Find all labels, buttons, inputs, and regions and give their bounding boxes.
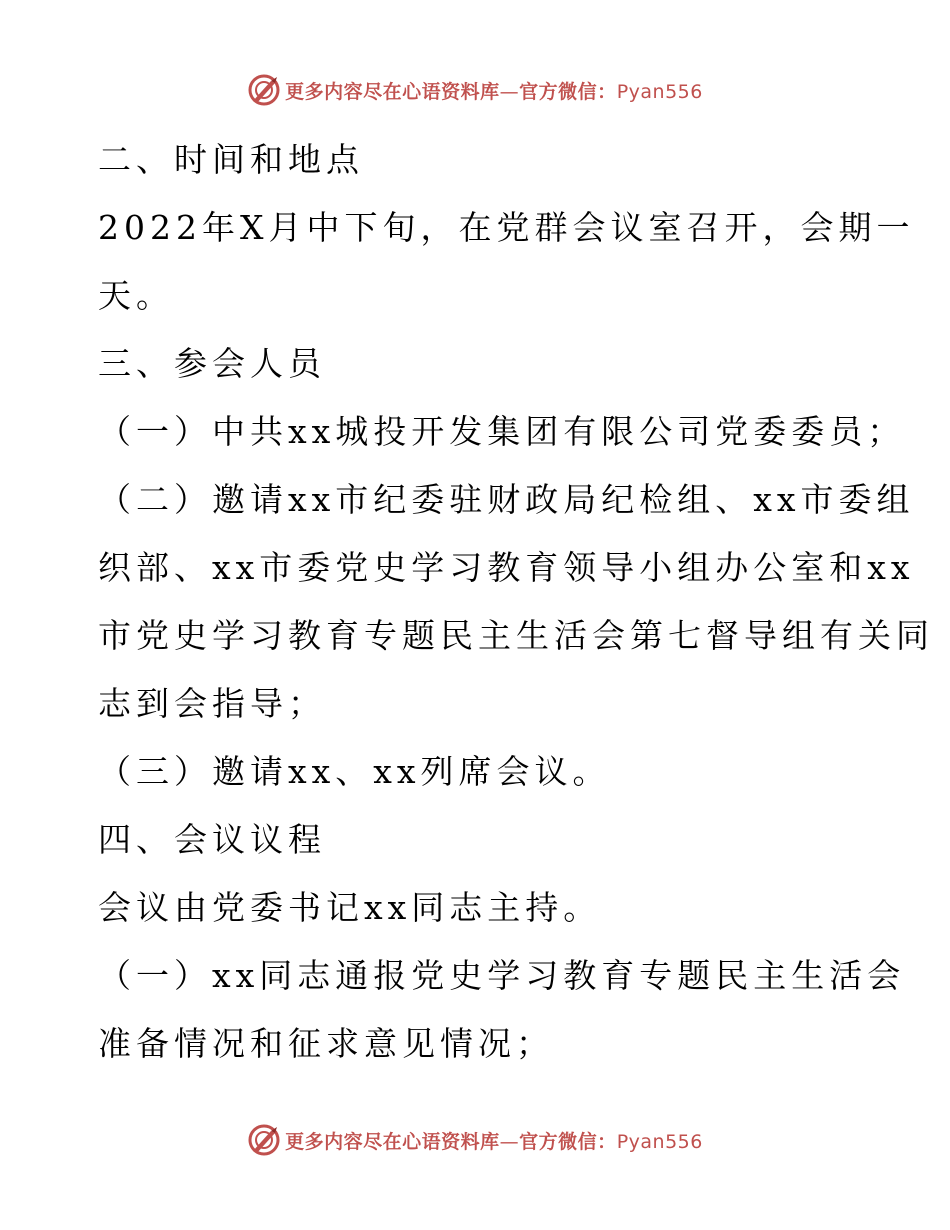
banner-site-name: 更多内容尽在心语资料库 (285, 80, 500, 103)
section-heading-agenda: 四、会议议程 (98, 820, 326, 859)
footer-watermark-banner (0, 1120, 950, 1160)
list-item: （一）中共xx城投开发集团有限公司党委委员； (98, 412, 906, 451)
pen-logo-icon (247, 73, 281, 107)
paragraph-line: 天。 (98, 276, 174, 315)
banner-site-name: 更多内容尽在心语资料库 (285, 1130, 500, 1153)
banner-wechat-id: Pyan556 (616, 1130, 703, 1153)
banner-dash: — (499, 1130, 520, 1153)
paragraph-line: 市党史学习教育专题民主生活会第七督导组有关同 (98, 616, 934, 655)
banner-text (285, 77, 703, 104)
section-heading-attendees: 三、参会人员 (98, 344, 326, 383)
banner-wechat-label: 官方微信： (519, 80, 617, 103)
document-body (98, 126, 934, 1078)
list-item: （三）邀请xx、xx列席会议。 (98, 752, 611, 791)
header-watermark-banner (0, 70, 950, 110)
section-heading-time-place: 二、时间和地点 (98, 140, 364, 179)
paragraph-line: 2022年X月中下旬，在党群会议室召开，会期一 (98, 208, 915, 247)
banner-wechat-id: Pyan556 (616, 80, 703, 103)
list-item: （一）xx同志通报党史学习教育专题民主生活会 (98, 956, 906, 995)
paragraph-line: 会议由党委书记xx同志主持。 (98, 888, 602, 927)
paragraph-line: 织部、xx市委党史学习教育领导小组办公室和xx (98, 548, 915, 587)
banner-text (285, 1127, 703, 1154)
banner-wechat-label: 官方微信： (519, 1130, 617, 1153)
banner-dash: — (499, 80, 520, 103)
pen-logo-icon (247, 1123, 281, 1157)
paragraph-line: 准备情况和征求意见情况； (98, 1024, 554, 1063)
list-item: （二）邀请xx市纪委驻财政局纪检组、xx市委组 (98, 480, 915, 519)
paragraph-line: 志到会指导； (98, 684, 326, 723)
